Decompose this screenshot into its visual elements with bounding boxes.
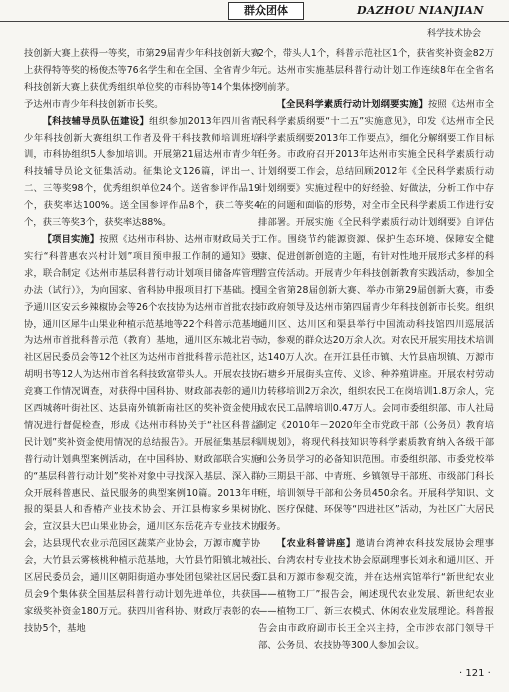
paragraph-text: 邀请台湾神农科技发展协会理事长、台湾农村专业技术协会原副理事长刘永和通川区、开江县和万源市参观交流，并在达州宾馆举行“新世纪农业——植物工厂”报告会，阐述现代农业发展、新世纪农业——植物工厂、新三农模式、休闲农业发展理论。科普报告会由市政府副市长王全兴主持，全市涉农部门领导干部、公务员、农技协等300人参加会议。 xyxy=(258,538,494,651)
paragraph-text: 按照《达州市全民科学素质纲要“十二五”实施意见》，印发《达州市全民科学素质纲要2013年工作要点》，细化分解纲要工作目标任务。市政府召开2013年达州市实施全民科学素质行动计划纲要工作会，总结回顾2012年《全民科学素质行动计划纲要》实施过程中的好经验、好做法，分析工作中存在的问题和面临的形势，对全市全民科学素质工作进行安排部署。开展实施《全民科学素质行动计划纲要》自评估工作。围绕节约能源资源、保护生态环境、保障安全健康、促进创新创造的主题，有针对性地开展形式多样的科普宣传活动。开展青少年科技创新教育实践活动，参加全国全省第28届创新大赛、举办市第29届创新大赛，市委市政府领导及达州市第四届青少年科技创新市长奖。组织通川区、达川区和渠县举行中国流动科技馆四川巡展活动，参观的群众达20万余人次。对农民开展实用技术培训达140万人次。在开江县任市镇、大竹县庙坝镇、万源市石塘乡开展街头宣传、义诊、种养殖讲座。开展农村劳动力转移培训2万余次，组织农民工在岗培训1.8万余人，完成农民工品牌培训0.47万人。会同市委组织部、市人社局制定《2010年－2020年全市党政干部（公务员）教育培训规划》，将现代科技知识等科学素质教育纳入各级干部和公务员学习的必备知识范围。市委组织部、市委党校举办三期县干部、中青班、乡镇领导干部班、市级部门科长班，培训领导干部和公务员450余名。开展科学知识、文化、医疗保健、环保等“四进社区”活动，为社区广大居民服务。 xyxy=(258,98,494,533)
section-tag: 【项目实施】 xyxy=(42,233,100,245)
sub-section-label: 科学技术协会 xyxy=(427,29,482,39)
section-box: 群众团体 xyxy=(228,2,304,20)
paragraph-text: 按照《达州市科协、达州市财政局关于实行“科普惠农兴村计划”项目预申报工作制的通知》要求，联合制定《达州市基层科普行动计划项目储备库管理办法（试行）》，为向国家、省科协申报项目打下基础。授予通川区安云乡辣椒协会等26个农技协为达州市首批农技协，通川区犀牛山果业种植示范基地等22个科普示范基地为达州市首批科普示范（教育）基地，通川区东城北岩寺社区居民委员会等12个社区为达州市首批科普示范社区，胡明书等12人为达州市首名科技致富带头人。开展农技协竞赛工作情况调查，对获得中国科协、财政部表彰的通川区西城蒋叶街社区、达县南外镇新南社区的奖补资金使用情况进行督促检查，形成《达州市科协关于“社区科普益民计划”奖补资金使用情况的总结报告》。开展征集基层科普行动计划典型案例活动，在中国科协、财政部联合实施的“基层科普行动计划”奖补对象中寻找深入基层、深入群众开展科普惠民、益民服务的典型案例10篇。2013年申报的渠县人和香椿产业技术协会、开江县梅家乡果树协会，宣汉县大巴山果业协会，通川区东岳花卉专业技术协会，达县现代农业示范园区蔬菜产业协会，万源市魔芋协会，大竹县云雾核桃种植示范基地，大竹县竹阳镇北城社区居民委员会，通川区朝阳街道办事处团包梁社区居民委员会9个集体获全国基层科普行动计划先进单位，共获国家级奖补资金180万元。获四川省科协、财政厅表彰的农技协5个，基地 xyxy=(24,233,260,634)
page-number: · 121 · xyxy=(459,668,491,679)
paragraph xyxy=(258,536,494,654)
section-tag: 【科技辅导员队伍建设】 xyxy=(42,115,150,127)
section-tag: 【全民科学素质行动计划纲要实施】 xyxy=(276,98,428,110)
paragraph xyxy=(24,114,260,232)
header-rule xyxy=(0,21,509,22)
journal-name: DAZHOU NIANJIAN xyxy=(357,4,484,17)
paragraph xyxy=(258,97,494,537)
paragraph xyxy=(24,232,260,638)
right-column xyxy=(258,46,494,655)
section-tag: 【农业科普讲座】 xyxy=(276,538,356,550)
paragraph: 2个，带头人1个，科普示范社区1个，获省奖补资金82万元。达州市实施基层科普行动计划工作连续8年在全省名列前茅。 xyxy=(258,48,494,93)
paragraph: 技创新大赛上获得一等奖，市第29届青少年科技创新大赛上获得特等奖的杨俊杰等76名学生和在全国、全省青少年科技创新大赛上获优秀组织单位奖的市科协等14个集体授予达州市青少年科技创新市长奖。 xyxy=(24,48,260,110)
left-column xyxy=(24,46,260,638)
paragraph-text: 组织参加2013年四川省青少年科技创新大赛组织工作者及骨干科技教师培训班培训，市科协组织5人参加培训。开展第21届达州市青少年科技辅导员论文征集活动。征集论文126篇，评出一、二、三等奖98个，优秀组织单位24个。送省参评作品19个，获奖率达100%。送全国参评作品8个，获二等奖4个，获三等奖3个，获奖率达88%。 xyxy=(24,115,260,229)
